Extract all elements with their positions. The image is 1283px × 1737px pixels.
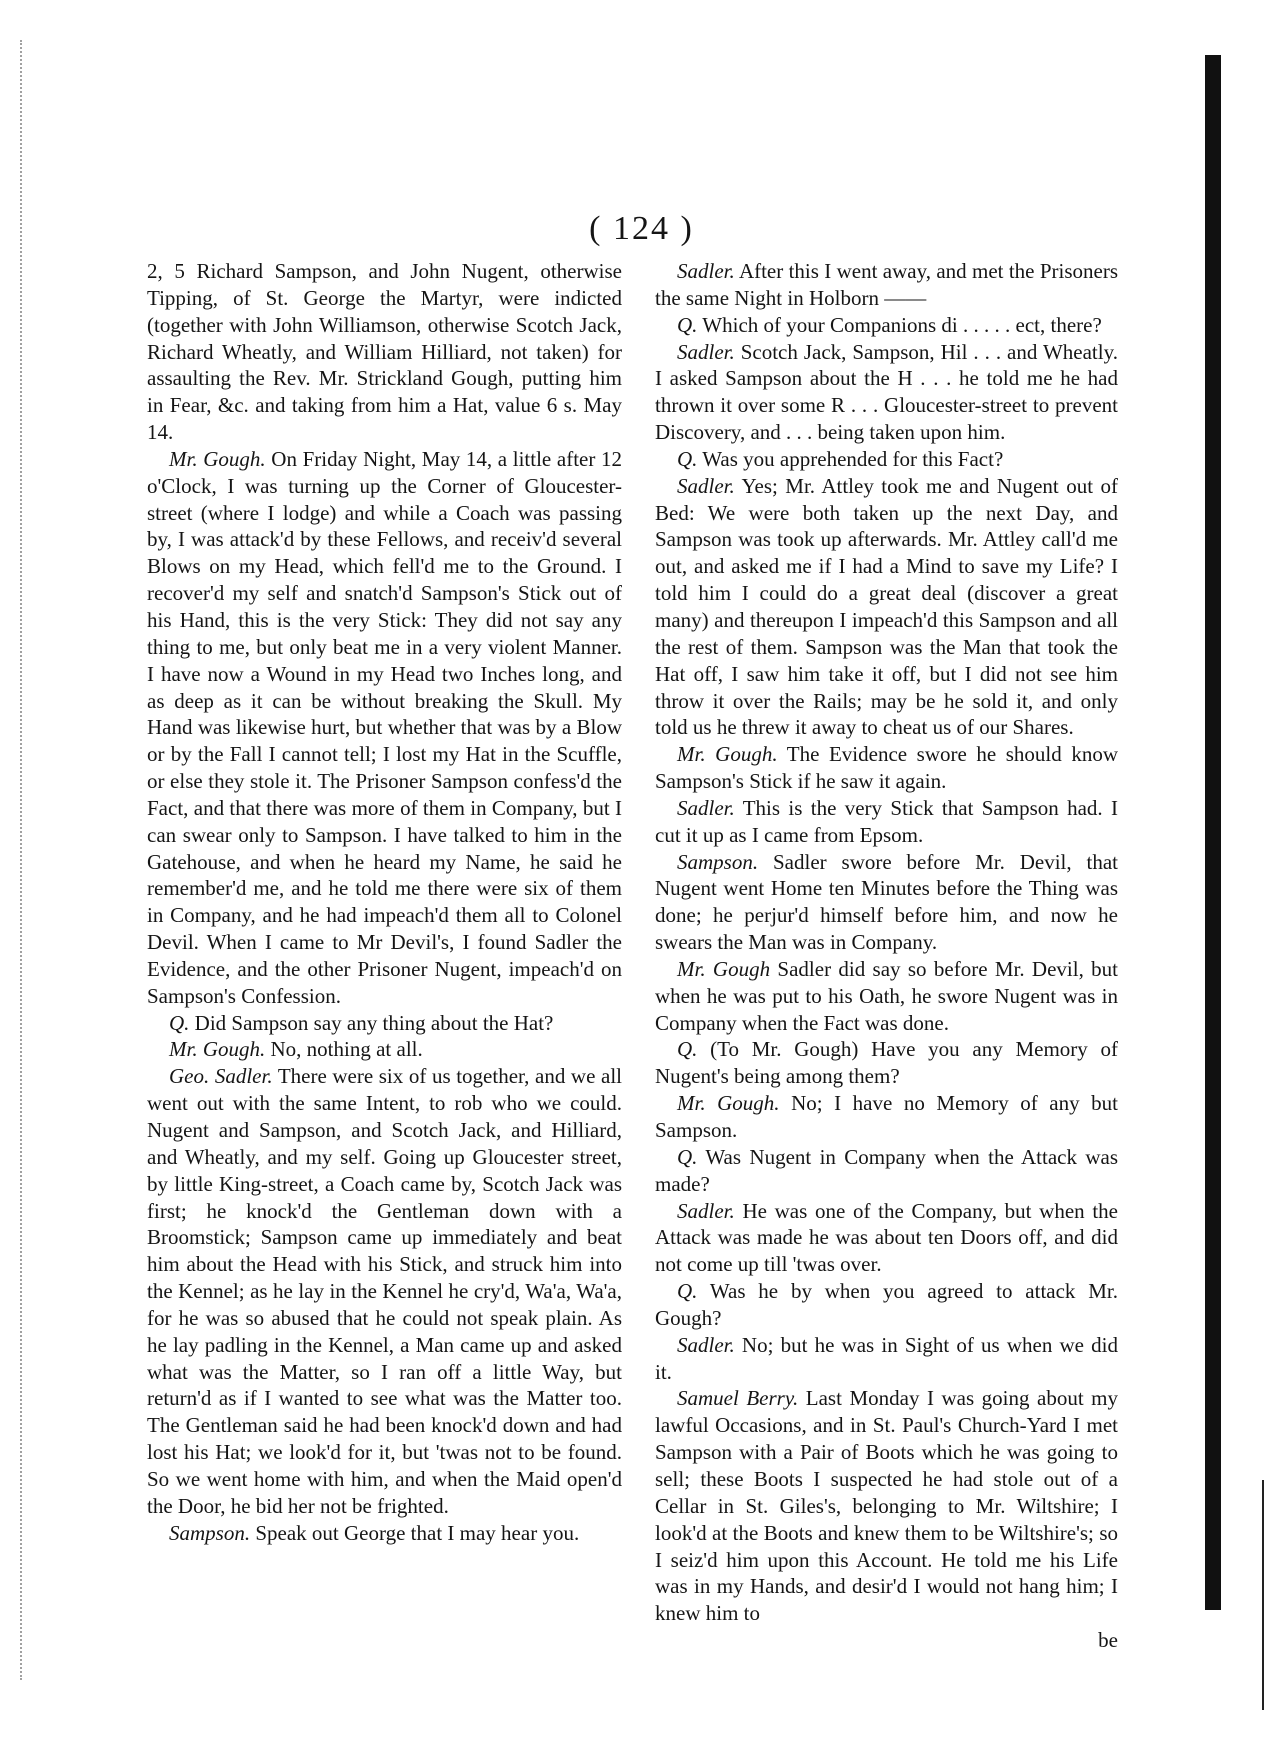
paragraph <box>655 1332 1118 1386</box>
speaker: Q. <box>169 1010 190 1035</box>
catchword: be <box>1098 1628 1118 1653</box>
speaker: Mr. Gough. <box>169 446 266 471</box>
margin-bleed-marks <box>20 40 72 1680</box>
paragraph-text: (To Mr. Gough) Have you any Memory of Nugent's being among them? <box>655 1037 1118 1089</box>
paragraph <box>147 1010 622 1037</box>
paragraph-text: Was Nugent in Company when the Attack was made? <box>655 1144 1118 1196</box>
paragraph-text: The Evidence swore he should know Sampson's Stick if he saw it again. <box>655 742 1118 794</box>
paragraph <box>655 956 1118 1037</box>
speaker: Sadler. <box>677 339 735 364</box>
paragraph <box>655 1036 1118 1090</box>
speaker: Geo. Sadler. <box>169 1064 273 1089</box>
speaker: Sadler. <box>677 259 735 283</box>
paragraph <box>655 1278 1118 1332</box>
paragraph-text: No, nothing at all. <box>270 1037 423 1062</box>
left-column <box>147 258 622 1547</box>
speaker: Q. <box>677 1037 698 1062</box>
speaker: Mr. Gough <box>677 956 771 981</box>
paragraph-text: No; but he was in Sight of us when we did it. <box>655 1332 1118 1384</box>
paragraph-text: He was one of the Company, but when the Attack was made he was about ten Doors off, and did not come up till 'twas over. <box>655 1198 1119 1277</box>
paragraph-text: Was you apprehended for this Fact? <box>702 446 1004 471</box>
speaker: Q. <box>677 446 698 471</box>
paragraph <box>147 446 622 1010</box>
speaker: Mr. Gough. <box>677 1091 780 1116</box>
binding-shadow <box>1205 55 1221 1610</box>
speaker: Samuel Berry. <box>677 1386 799 1411</box>
paragraph-text: Was he by when you agreed to attack Mr. Gough? <box>655 1279 1118 1330</box>
paragraph <box>147 1063 622 1519</box>
paragraph <box>655 1090 1118 1144</box>
paragraph-text: Yes; Mr. Attley took me and Nugent out of Bed: We were both taken up the next Day, and Sampson was took up afterwards. Mr. Attley call'd me out, and asked me if I had a Mind to save my Life? I told him I could do a great deal (discover a great many) and thereupon I impeach'd this Sampson and all the rest of them. Sampson was the Man that took the Hat off, I saw him take it off, but I did not see him throw it over the Rails; may be he sold it, and only told us he threw it away to cheat us of our Shares. <box>655 473 1118 740</box>
paragraph-text: No; I have no Memory of any but Sampson. <box>655 1091 1118 1142</box>
right-column <box>655 258 1118 1654</box>
paragraph <box>655 741 1118 795</box>
page-edge-line <box>1262 1480 1264 1710</box>
speaker: Q. <box>677 1279 698 1304</box>
speaker: Q. <box>677 1144 698 1169</box>
paragraph-text: 2, 5 Richard Sampson, and John Nugent, otherwise Tipping, of St. George the Martyr, were indicted (together with John Williamson, otherwise Scotch Jack, Richard Wheatly, and William Hilliard, not taken) for assaulting the Rev. Mr. Strickland Gough, putting him in Fear, &c. and taking from him a Hat, value 6 s. May 14. <box>147 259 622 445</box>
paragraph <box>655 339 1118 446</box>
paragraph <box>147 1520 622 1547</box>
speaker: Sadler. <box>677 795 735 820</box>
paragraph-text: This is the very Stick that Sampson had. I cut it up as I came from Epsom. <box>655 795 1118 847</box>
paragraph <box>655 1385 1118 1627</box>
paragraph <box>655 258 1118 312</box>
paragraph <box>655 473 1118 741</box>
paragraph-text: Which of your Companions di . . . . . ect, there? <box>702 312 1102 337</box>
paragraph <box>655 1198 1118 1279</box>
paragraph <box>655 1144 1118 1198</box>
paragraph <box>655 795 1118 849</box>
paragraph <box>655 446 1118 473</box>
page-number: ( 124 ) <box>589 210 694 247</box>
paragraph <box>655 312 1118 339</box>
speaker: Sadler. <box>677 1198 735 1223</box>
paragraph-text: Sadler swore before Mr. Devil, that Nugent went Home ten Minutes before the Thing was done; he perjur'd himself before him, and now he swears the Man was in Company. <box>655 849 1118 955</box>
paragraph <box>147 1036 622 1063</box>
speaker: Sadler. <box>677 473 735 498</box>
speaker: Sadler. <box>677 1332 735 1357</box>
speaker: Sampson. <box>169 1520 251 1545</box>
speaker: Q. <box>677 312 698 337</box>
paragraph-text: Scotch Jack, Sampson, Hil . . . and Wheatly. I asked Sampson about the H . . . he told me he had thrown it over some R . . . Gloucester-street to prevent Discovery, and . . . being taken upon him. <box>655 339 1118 445</box>
paragraph-text: On Friday Night, May 14, a little after 12 o'Clock, I was turning up the Corner of Gloucester-street (where I lodge) and while a Coach was passing by, I was attack'd by these Fellows, and receiv'd several Blows on my Head, which fell'd me to the Ground. I recover'd my self and snatch'd Sampson's Stick out of his Hand, this is the very Stick: They did not say any thing to me, but only beat me in a very violent Manner. I have now a Wound in my Head two Inches long, and as deep as it can be without breaking the Skull. My Hand was likewise hurt, but whether that was by a Blow or by the Fall I cannot tell; I lost my Hat in the Scuffle, or else they stole it. The Prisoner Sampson confess'd the Fact, and that there was more of them in Company, but I can swear only to Sampson. I have talked to him in the Gatehouse, and when he heard my Name, he said he remember'd me, and he told me there were six of them in Company, and he had impeach'd them all to Colonel Devil. When I came to Mr Devil's, I found Sadler the Evidence, and the other Prisoner Nugent, impeach'd on Sampson's Confession. <box>147 446 622 1008</box>
paragraph-text: There were six of us together, and we all went out with the same Intent, to rob who we could. Nugent and Sampson, and Scotch Jack, and Hilliard, and Wheatly, and my self. Going up Gloucester street, by little King-street, a Coach came by, Scotch Jack was first; he knock'd the Gentleman down with a Broomstick; Sampson came up immediately and beat him about the Head with his Stick, and struck him into the Kennel; as he lay in the Kennel he cry'd, Wa'a, Wa'a, for he was so abused that he could not speak plain. As he lay padling in the Kennel, a Man came up and asked what was the Matter, so I ran off a little Way, but return'd as if I wanted to see what was the Matter too. The Gentleman said he had been knock'd down and had lost his Hat; we look'd for it, but 'twas not to be found. So we went home with him, and when the Maid open'd the Door, he bid her not be frighted. <box>147 1064 622 1518</box>
speaker: Mr. Gough. <box>677 742 778 767</box>
paragraph-text: Sadler did say so before Mr. Devil, but when he was put to his Oath, he swore Nugent was in Company when the Fact was done. <box>655 956 1118 1035</box>
paragraph-text: Speak out George that I may hear you. <box>255 1520 580 1545</box>
paragraph <box>147 258 622 446</box>
speaker: Sampson. <box>677 849 759 874</box>
speaker: Mr. Gough. <box>169 1037 266 1062</box>
paragraph-text: After this I went away, and met the Prisoners the same Night in Holborn —— <box>655 259 1118 310</box>
paragraph-text: Did Sampson say any thing about the Hat? <box>194 1010 554 1035</box>
paragraph-text: Last Monday I was going about my lawful Occasions, and in St. Paul's Church-Yard I met Sampson with a Pair of Boots which he was going to sell; these Boots I suspected he had stole out of a Cellar in St. Giles's, belonging to Mr. Wiltshire; I look'd at the Boots and knew them to be Wiltshire's; so I seiz'd him upon this Account. He told me his Life was in my Hands, and desir'd I would not hang him; I knew him to <box>655 1386 1119 1626</box>
paragraph <box>655 849 1118 956</box>
